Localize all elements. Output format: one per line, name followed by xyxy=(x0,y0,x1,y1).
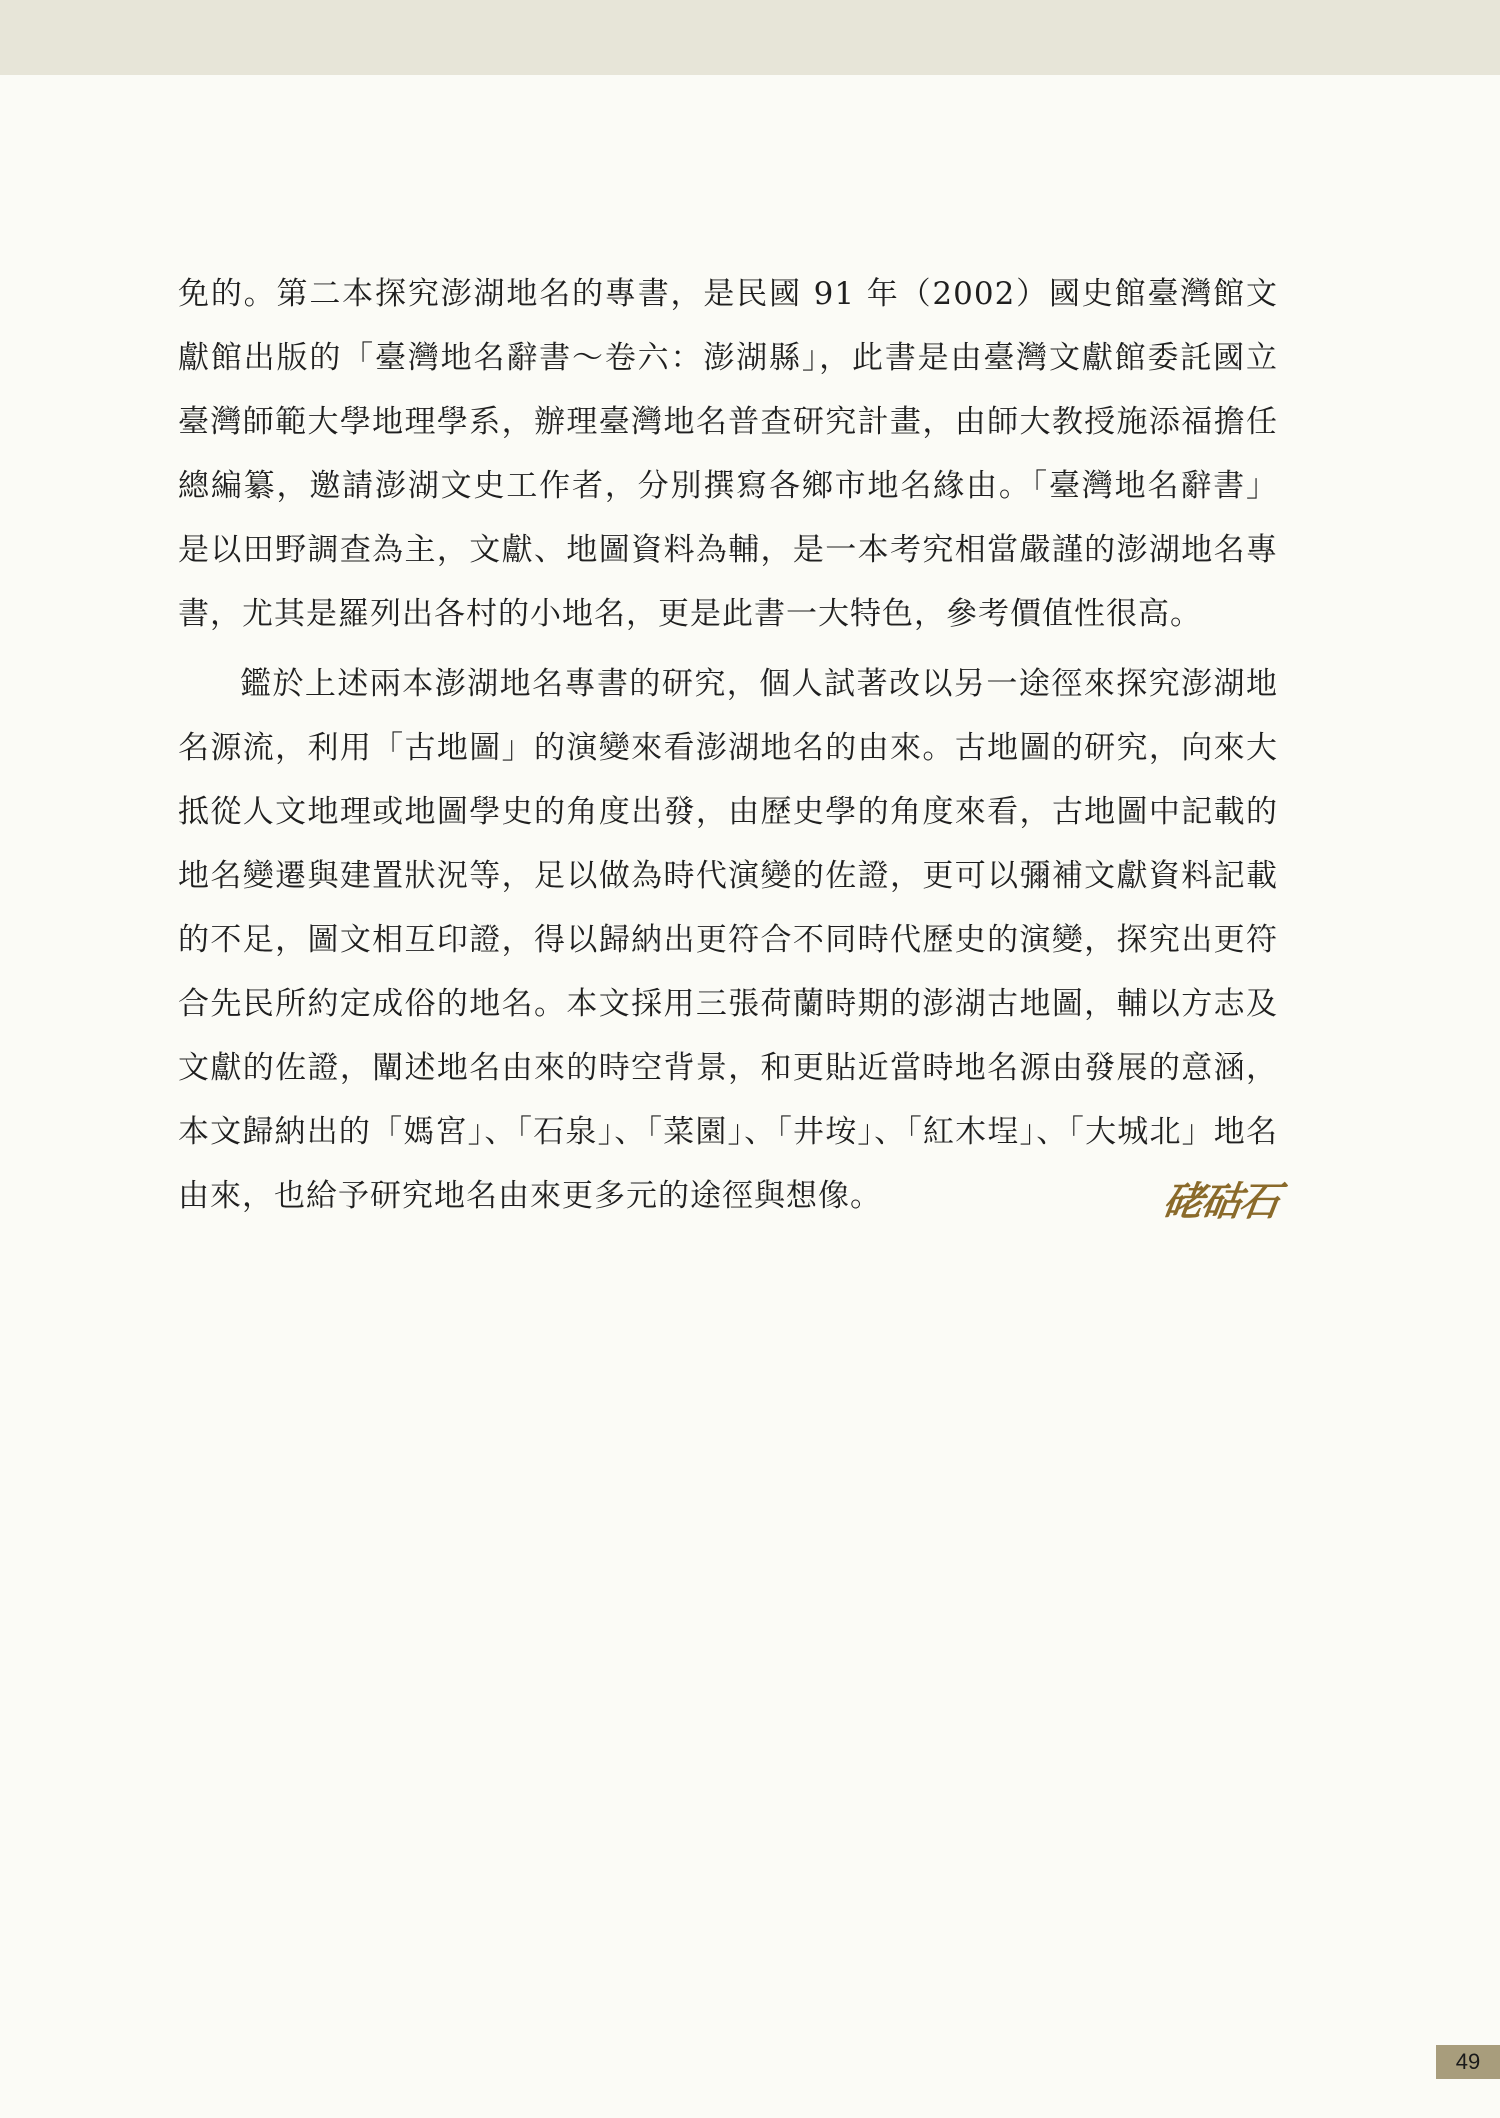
paragraph-2-row xyxy=(178,652,1278,1228)
page-number: 49 xyxy=(1436,2045,1500,2079)
paragraph-1: 免的。第二本探究澎湖地名的專書，是民國 91 年（2002）國史館臺灣館文獻館出版的「臺灣地名辭書～卷六：澎湖縣」，此書是由臺灣文獻館委託國立臺灣師範大學地理學系，辦理臺灣地名普查研究計畫，由師大教授施添福擔任總編纂，邀請澎湖文史工作者，分別撰寫各鄉市地名緣由。「臺灣地名辭書」是以田野調查為主，文獻、地圖資料為輔，是一本考究相當嚴謹的澎湖地名專書，尤其是羅列出各村的小地名，更是此書一大特色，參考價值性很高。 xyxy=(178,276,1278,632)
magazine-logo: 硓𥑮石 xyxy=(1160,1178,1281,1225)
body-text xyxy=(178,262,1281,1227)
top-band xyxy=(0,0,1500,75)
paragraph-2: 鑑於上述兩本澎湖地名專書的研究，個人試著改以另一途徑來探究澎湖地名源流，利用「古地圖」的演變來看澎湖地名的由來。古地圖的研究，向來大抵從人文地理或地圖學史的角度出發，由歷史學的角度來看，古地圖中記載的地名變遷與建置狀況等，足以做為時代演變的佐證，更可以彌補文獻資料記載的不足，圖文相互印證，得以歸納出更符合不同時代歷史的演變，探究出更符合先民所約定成俗的地名。本文採用三張荷蘭時期的澎湖古地圖，輔以方志及文獻的佐證，闡述地名由來的時空背景，和更貼近當時地名源由發展的意涵，本文歸納出的「媽宮」、「石泉」、「菜園」、「井垵」、「紅木埕」、「大城北」地名由來，也給予研究地名由來更多元的途徑與想像。 xyxy=(178,666,1278,1214)
